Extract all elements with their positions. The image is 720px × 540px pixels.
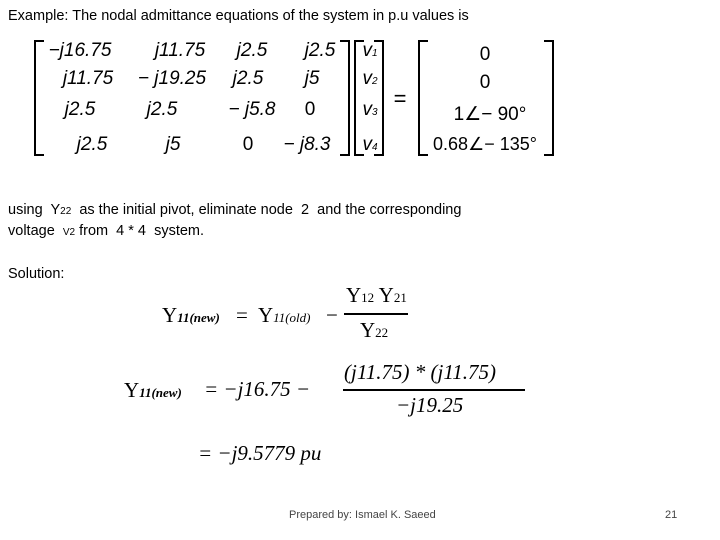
solution-label: Solution: [8,266,65,282]
voltage-v1: v1 [362,40,378,61]
eq1-lhs: Y11(new) [162,303,220,327]
instruction-line-2: voltage V2 from 4 * 4 system. [8,223,205,239]
eq1-fraction-bar [344,313,408,315]
matrix-cell-2-3: j2.5 [232,68,264,89]
rhs-value-4: 0.68∠− 135° [433,134,537,154]
voltage-symbol: V2 [62,227,76,238]
page-number: 21 [665,509,678,521]
equals-sign: = [393,86,407,111]
instruction-line-1: using Y22 as the initial pivot, eliminate node 2 and the corresponding [8,202,462,218]
matrix-cell-4-4: − j8.3 [283,134,331,155]
rhs-value-1: 0 [479,44,491,65]
matrix-cell-1-2: j11.75 [154,40,206,61]
eq1-equals: = [236,303,248,327]
matrix-cell-3-2: j2.5 [146,99,178,120]
eq2-denominator: −j19.25 [396,393,464,417]
eq2-lhs: Y11(new) [124,378,182,402]
voltage-v2: v2 [362,68,378,89]
equation-3-result: = −j9.5779 pu [198,441,322,465]
footer-credit: Prepared by: Ismael K. Saeed [289,509,436,521]
matrix-cell-1-3: j2.5 [236,40,268,61]
example-heading: Example: The nodal admittance equations of the system in p.u values is [8,8,469,24]
voltage-v4: v4 [362,134,378,155]
eq2-fraction-bar [343,389,525,391]
matrix-cell-3-3: − j5.8 [228,99,276,120]
matrix-cell-4-2: j5 [165,134,181,155]
matrix-cell-2-4: j5 [304,68,320,89]
matrix-cell-1-1: −j16.75 [48,40,112,61]
pivot-symbol: Y22 [50,202,72,218]
matrix-cell-4-3: 0 [242,134,254,155]
eq1-numerator: Y12 Y21 [346,283,407,307]
matrix-cell-3-4: 0 [304,99,316,120]
matrix-cell-1-4: j2.5 [304,40,336,61]
matrix-cell-2-2: − j19.25 [137,68,207,89]
matrix-cell-3-1: j2.5 [64,99,96,120]
matrix-cell-4-1: j2.5 [76,134,108,155]
rhs-value-2: 0 [479,72,491,93]
eq1-term: Y11(old) [258,303,311,327]
matrix-cell-2-1: j11.75 [62,68,114,89]
eq2-numerator: (j11.75) * (j11.75) [344,360,497,384]
voltage-v3: v3 [362,99,378,120]
rhs-value-3: 1∠− 90° [453,104,527,125]
eq1-minus: − [326,303,338,327]
eq1-denominator: Y22 [360,318,389,342]
eq2-rhs: = −j16.75 − [204,377,311,401]
